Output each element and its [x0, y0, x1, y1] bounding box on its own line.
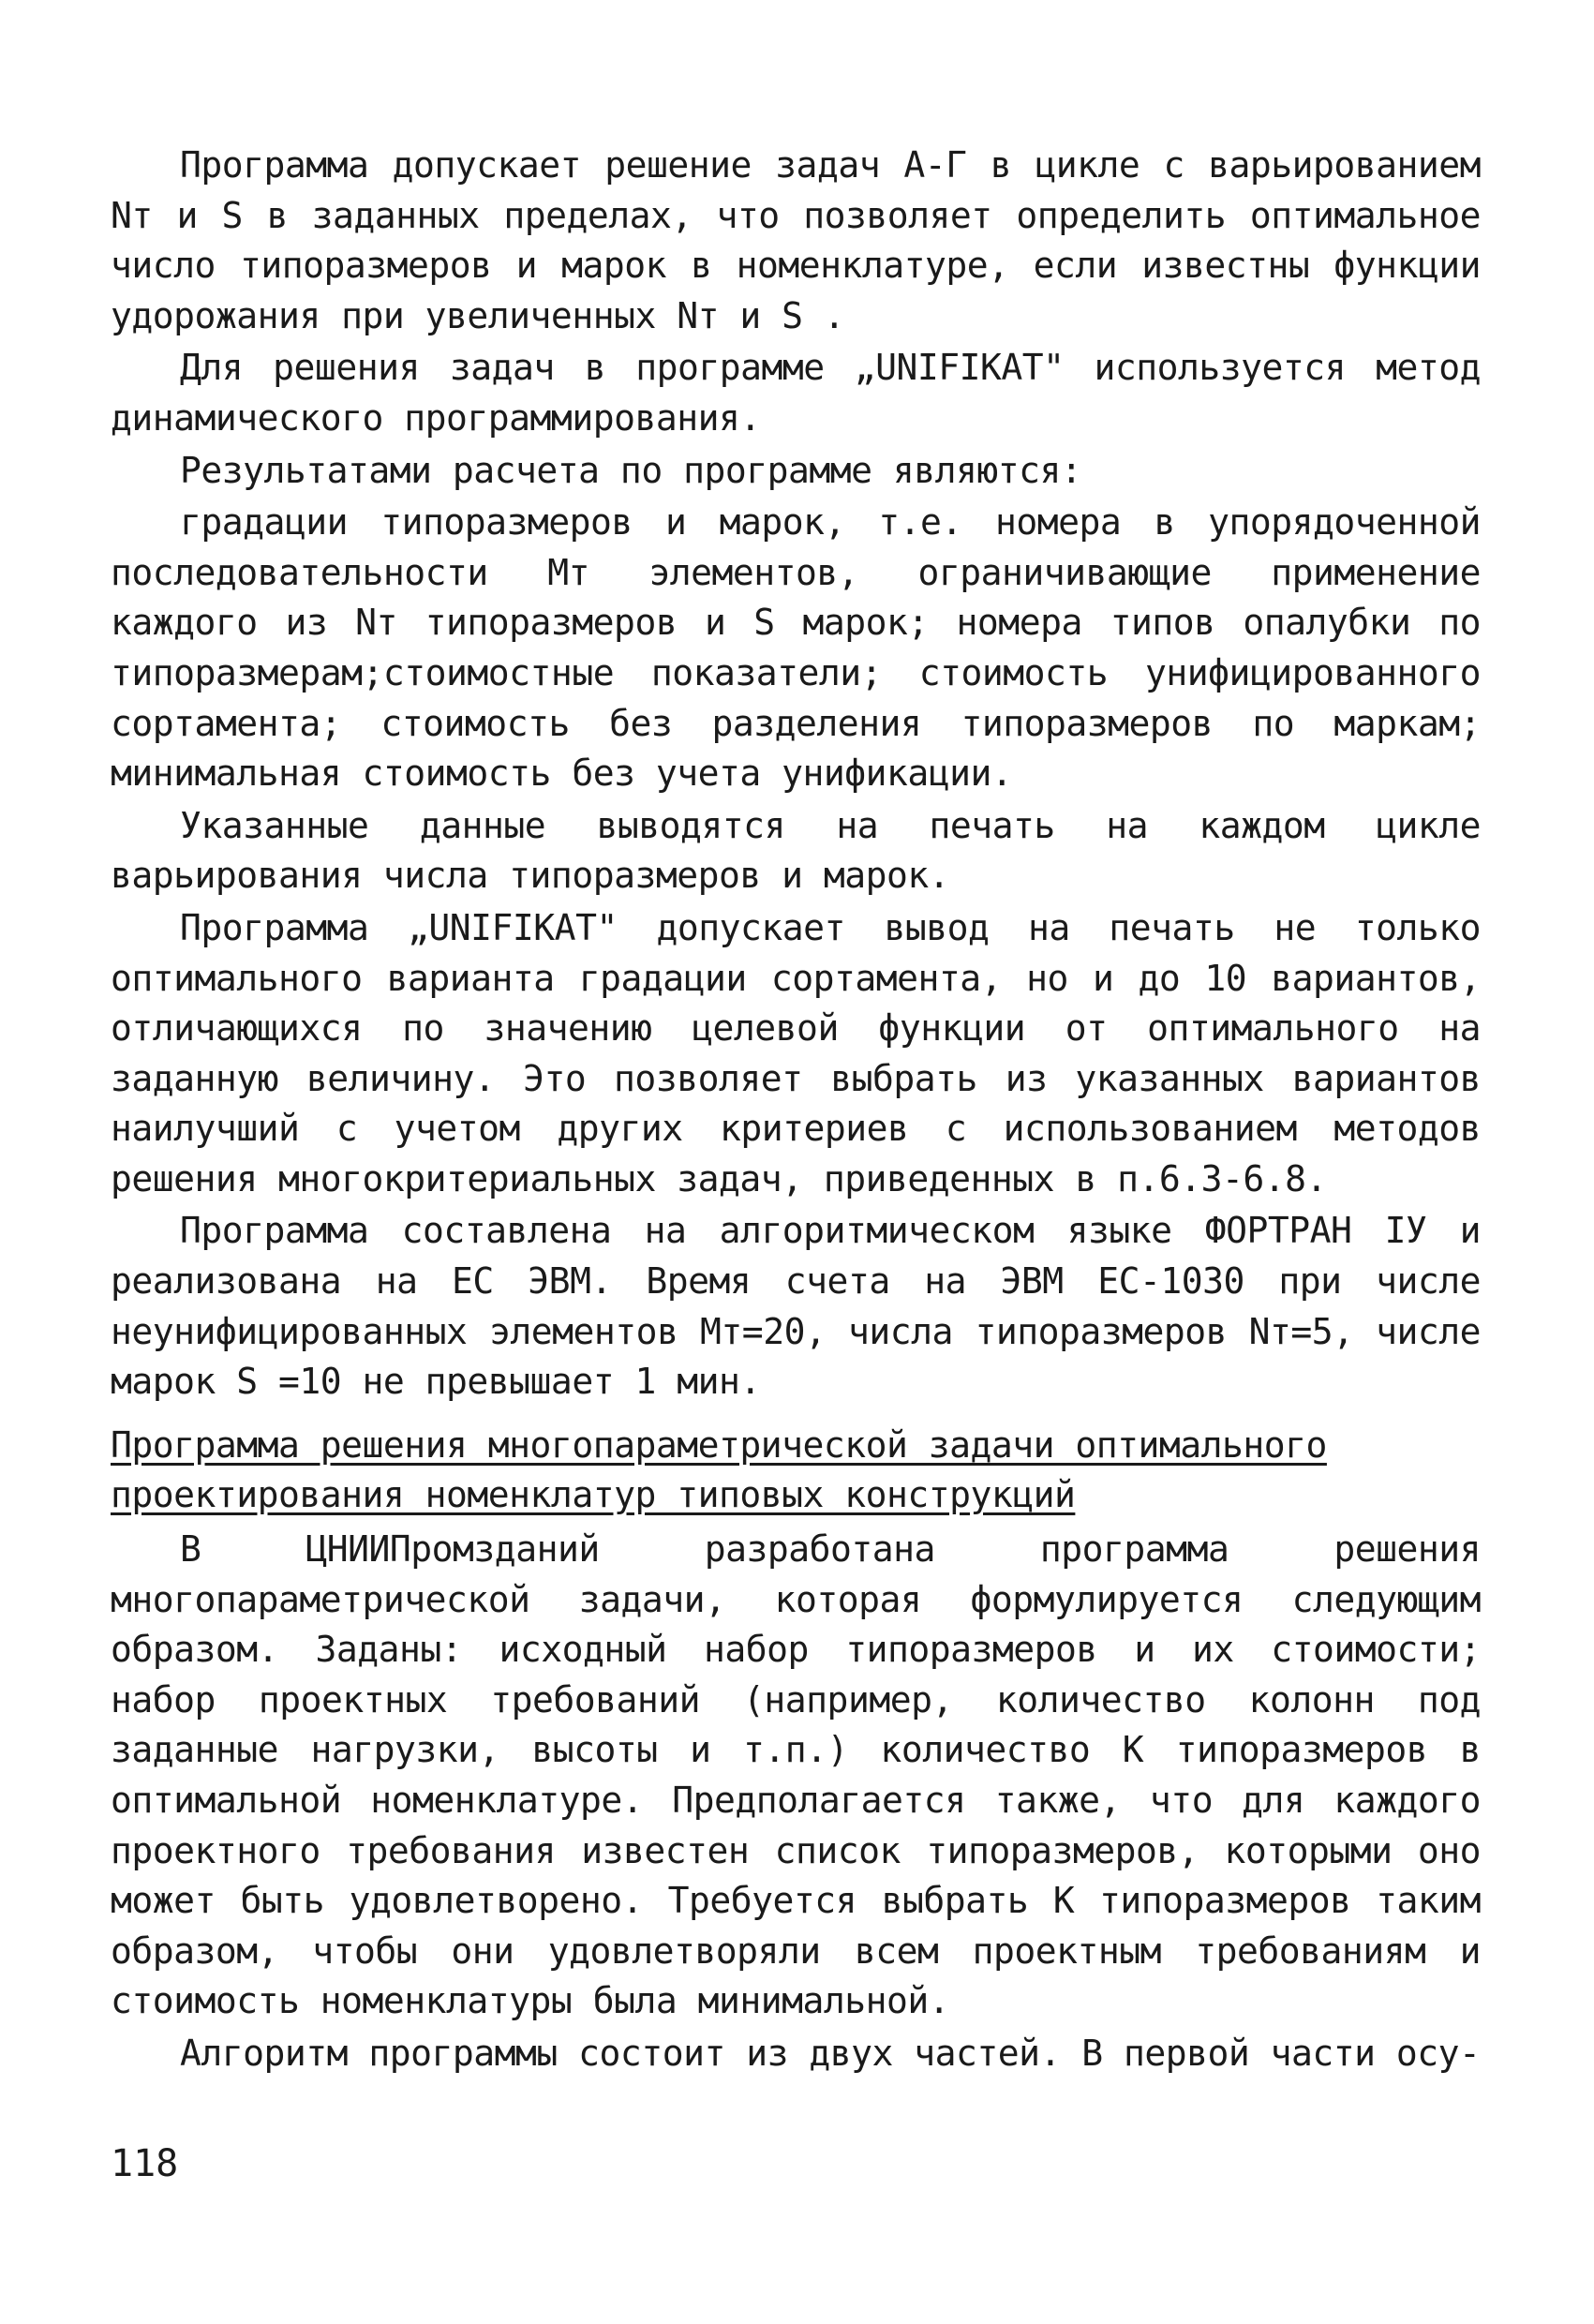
paragraph-method: Для решения задач в программе „UNIFIKAT" используется метод динамического программирования.	[111, 347, 1481, 439]
paragraph-algorithm: Алгоритм программы состоит из двух частей. В первой части осу-	[180, 2032, 1481, 2074]
paragraph-cniipromzdaniy: В ЦНИИПромзданий разработана программа решения многопараметрической задачи, которая формулируется следующим образом. Заданы: исходный набор типоразмеров и их стоимости; набор проектных требований (например, количество колонн под заданные нагрузки, высоты и т.п.) количество К типоразмеров в оптимальной номенклатуре. Предполагается также, что для каждого проектного требования известен список типоразмеров, которыми оно может быть удовлетворено. Требуется выбрать К типоразмеров таким образом, чтобы они удовлетворяли всем проектным требованиям и стоимость номенклатуры была минимальной.	[111, 1528, 1481, 2022]
paragraph-results-intro: Результатами расчета по программе являются:	[180, 449, 1082, 491]
paragraph-output: Указанные данные выводятся на печать на каждом цикле варьирования числа типоразмеров и марок.	[111, 804, 1481, 897]
paragraph-variants: Программа „UNIFIKAT" допускает вывод на печать не только оптимального варианта градации сортамента, но и до 10 вариантов, отличающихся по значению целевой функции от оптимального на заданную величину. Это позволяет выбрать из указанных вариантов наилучший с учетом других критериев с использованием методов решения многокритериальных задач, приведенных в п.6.3-6.8.	[111, 906, 1481, 1199]
section-heading-line-2: проектирования номенклатур типовых конструкций	[111, 1474, 1076, 1516]
section-heading	[111, 1421, 1481, 1521]
paragraph-variation: Программа допускает решение задач А-Г в цикле с варьированием Nт и S в заданных пределах, что позволяет определить оптимальное число типоразмеров и марок в номенклатуре, если известны функции удорожания при увеличенных Nт и S .	[111, 144, 1481, 336]
page-number: 118	[111, 2142, 179, 2185]
paragraph-results-list: градации типоразмеров и марок, т.е. номера в упорядоченной последовательности Мт элементов, ограничивающие применение каждого из Nт типоразмеров и S марок; номера типов опалубки по типоразмерам;стоимостные показатели; стоимость унифицированного сортамента; стоимость без разделения типоразмеров по маркам; минимальная стоимость без учета унификации.	[111, 501, 1481, 795]
document-page	[111, 141, 1481, 2081]
paragraph-fortran: Программа составлена на алгоритмическом языке ФОРТРАН IУ и реализована на ЕС ЭВМ. Время счета на ЭВМ ЕС-1030 при числе неунифицированных элементов Мт=20, числа типоразмеров Nт=5, числе марок S =10 не превышает 1 мин.	[111, 1210, 1481, 1403]
section-heading-line-1: Программа решения многопараметрической задачи оптимального	[111, 1423, 1327, 1466]
